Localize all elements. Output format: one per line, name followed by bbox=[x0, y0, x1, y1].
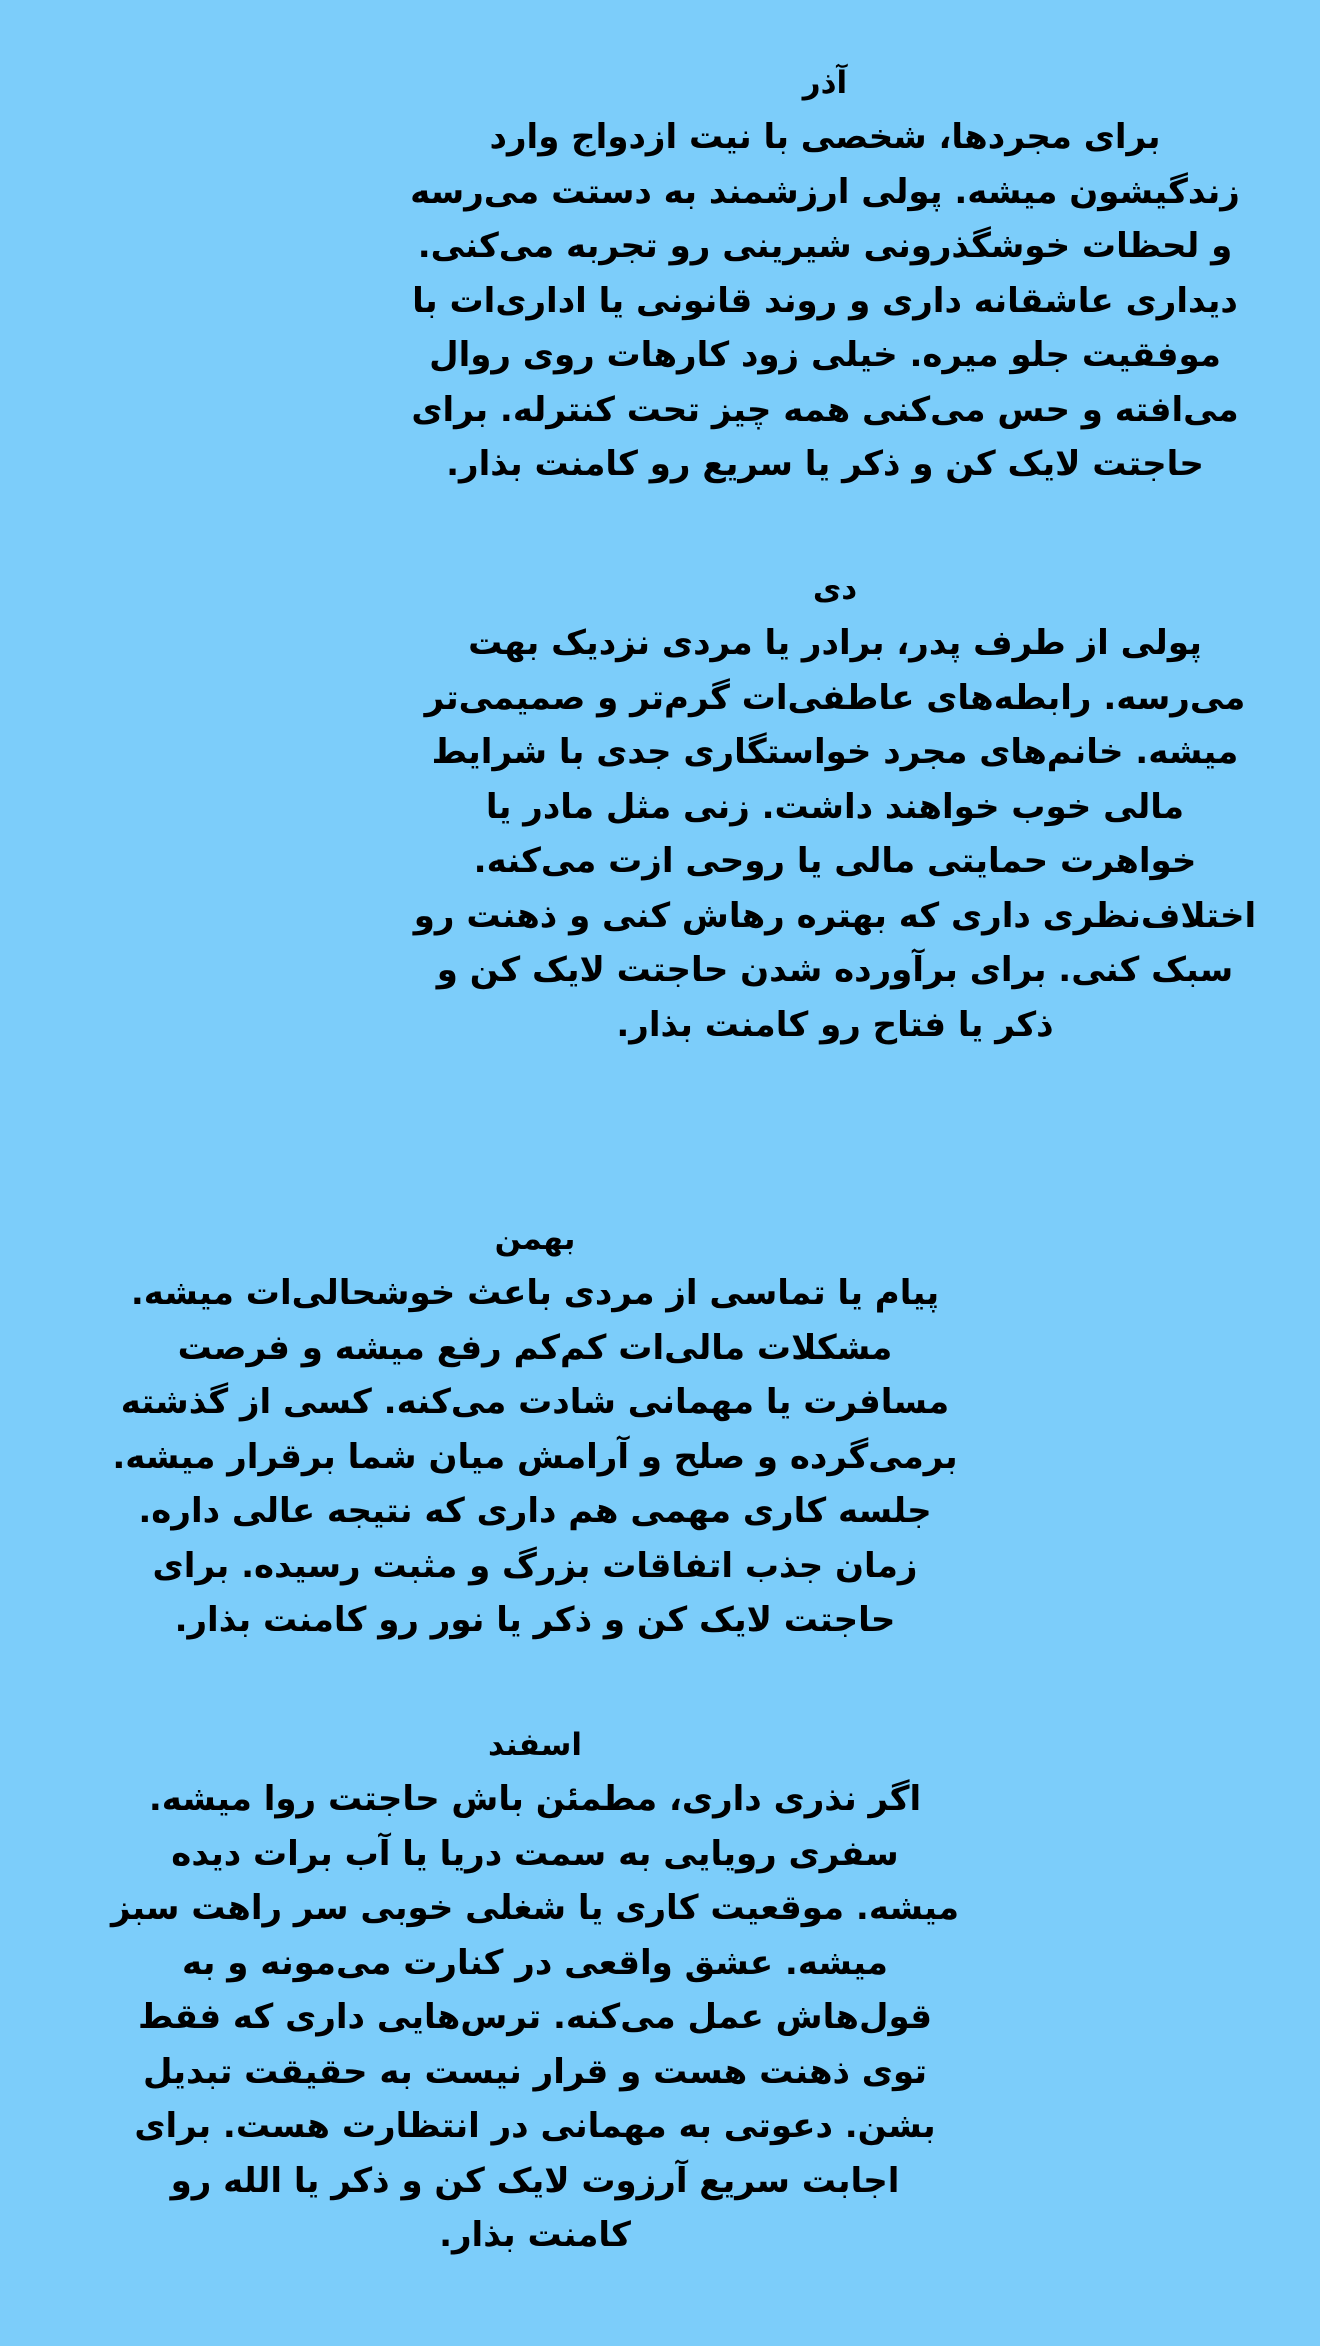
section-title: بهمن bbox=[494, 1221, 576, 1257]
section-dey bbox=[395, 562, 1275, 1052]
text-line: مشکلات مالی‌ات کم‌کم رفع میشه و فرصت bbox=[177, 1327, 893, 1368]
section-esfand bbox=[20, 1718, 1050, 2263]
text-line: برمی‌گرده و صلح و آرامش میان شما برقرار میشه. bbox=[112, 1436, 958, 1477]
text-line: خواهرت حمایتی مالی یا روحی ازت می‌کنه. bbox=[473, 841, 1197, 881]
section-title: اسفند bbox=[488, 1727, 582, 1763]
text-line: برای مجردها، شخصی با نیت ازدواج وارد bbox=[489, 117, 1161, 157]
text-line: زندگیشون میشه. پولی ارزشمند به دستت می‌رسه bbox=[410, 171, 1240, 212]
text-line: میشه. خانم‌های مجرد خواستگاری جدی با شرایط bbox=[431, 732, 1239, 772]
text-line: قول‌هاش عمل می‌کنه. ترس‌هایی داری که فقط bbox=[137, 1997, 933, 2037]
text-line: توی ذهنت هست و قرار نیست به حقیقت تبدیل bbox=[142, 2051, 928, 2092]
text-line: مسافرت یا مهمانی شادت می‌کنه. کسی از گذشته bbox=[120, 1382, 950, 1422]
text-line: می‌افته و حس می‌کنی همه چیز تحت کنترله. برای bbox=[411, 389, 1239, 430]
text-line: اگر نذری داری، مطمئن باش حاجتت روا میشه. bbox=[148, 1779, 922, 1819]
text-line: موفقیت جلو میره. خیلی زود کارهات روی روال bbox=[429, 335, 1221, 375]
text-line: اختلاف‌نظری داری که بهتره رهاش کنی و ذهنت رو bbox=[413, 895, 1257, 936]
section-title: دی bbox=[812, 571, 858, 607]
text-line: جلسه کاری مهمی هم داری که نتیجه عالی داره. bbox=[138, 1491, 932, 1531]
text-line: سبک کنی. برای برآورده شدن حاجتت لایک کن و bbox=[436, 950, 1234, 990]
text-line: میشه. موقعیت کاری یا شغلی خوبی سر راهت سبز bbox=[111, 1888, 959, 1928]
text-line: مالی خوب خواهند داشت. زنی مثل مادر یا bbox=[485, 786, 1185, 827]
text-line: پیام یا تماسی از مردی باعث خوشحالی‌ات میشه. bbox=[130, 1273, 940, 1313]
text-line: اجابت سریع آرزوت لایک کن و ذکر یا الله رو bbox=[170, 2160, 900, 2201]
text-line: زمان جذب اتفاقات بزرگ و مثبت رسیده. برای bbox=[152, 1545, 918, 1586]
text-line: پولی از طرف پدر، برادر یا مردی نزدیک بهت bbox=[468, 623, 1202, 663]
section-bahman bbox=[20, 1212, 1050, 1648]
section-azar bbox=[395, 56, 1255, 492]
text-line: حاجتت لایک کن و ذکر یا نور رو کامنت بذار. bbox=[174, 1600, 896, 1640]
text-line: بشن. دعوتی به مهمانی در انتظارت هست. برای bbox=[134, 2106, 936, 2146]
text-line: حاجتت لایک کن و ذکر یا سریع رو کامنت بذار. bbox=[446, 444, 1204, 484]
text-line: میشه. عشق واقعی در کنارت می‌مونه و به bbox=[182, 1942, 888, 1983]
text-line: و لحظات خوشگذرونی شیرینی رو تجربه می‌کنی. bbox=[417, 226, 1233, 266]
text-line: دیداری عاشقانه داری و روند قانونی یا اداری‌ات با bbox=[412, 280, 1238, 321]
text-line: سفری رویایی به سمت دریا یا آب برات دیده bbox=[171, 1833, 899, 1874]
text-line: می‌رسه. رابطه‌های عاطفی‌ات گرم‌تر و صمیمی‌تر bbox=[424, 677, 1246, 718]
text-line: ذکر یا فتاح رو کامنت بذار. bbox=[616, 1004, 1054, 1045]
section-title: آذر bbox=[802, 65, 848, 101]
text-line: کامنت بذار. bbox=[439, 2215, 631, 2255]
